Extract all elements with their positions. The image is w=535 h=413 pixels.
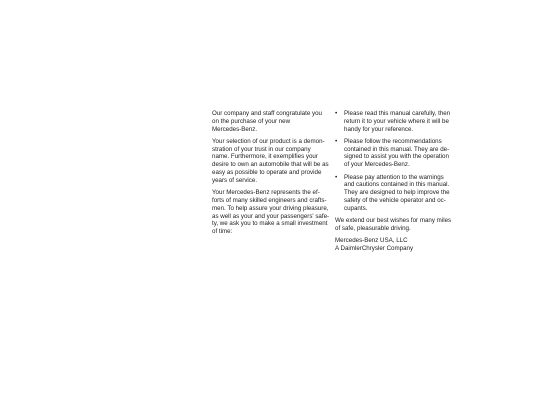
intro-paragraph: Our company and staff congratulate you on the purchase of your new Mercedes-Benz. [212,110,322,133]
closing-paragraph: We extend our best wishes for many miles of safe, pleasurable driving. [335,217,452,232]
bullet-warnings [335,174,453,213]
bullet-follow-recommendations [335,138,453,169]
investment-paragraph: Your Mercedes-Benz represents the ef- forts of many skilled engineers and crafts- men. To help assure your driving pleasure, as well as your and your passengers' safe- ty, we ask you to make a small investment of time: [212,189,330,236]
bullet-icon: • [335,137,338,145]
trust-paragraph: Your selection of our product is a demon- stration of your trust in our company name. Furthermore, it exemplifies your desire to own an automobile that will be as easy as possible to operate and provide years of service. [212,137,329,184]
bullet-text: Please read this manual carefully, then return it to your vehicle where it will be handy for your reference. [344,110,451,133]
bullet-icon: • [335,110,338,117]
bullet-read-manual [335,110,453,133]
right-column [335,110,453,257]
bullet-text: Please pay attention to the warnings and cautions contained in this manual. They are designed to help improve the safety of the vehicle operator and oc- cupants. [344,173,450,212]
bullet-text: Please follow the recommendations contained in this manual. They are de- signed to assist you with the operation of your Mercedes-Benz. [344,137,450,169]
left-column [212,110,330,240]
bullet-icon: • [335,173,338,181]
signature-block: Mercedes-Benz USA, LLC A DaimlerChrysler Company [335,237,414,252]
